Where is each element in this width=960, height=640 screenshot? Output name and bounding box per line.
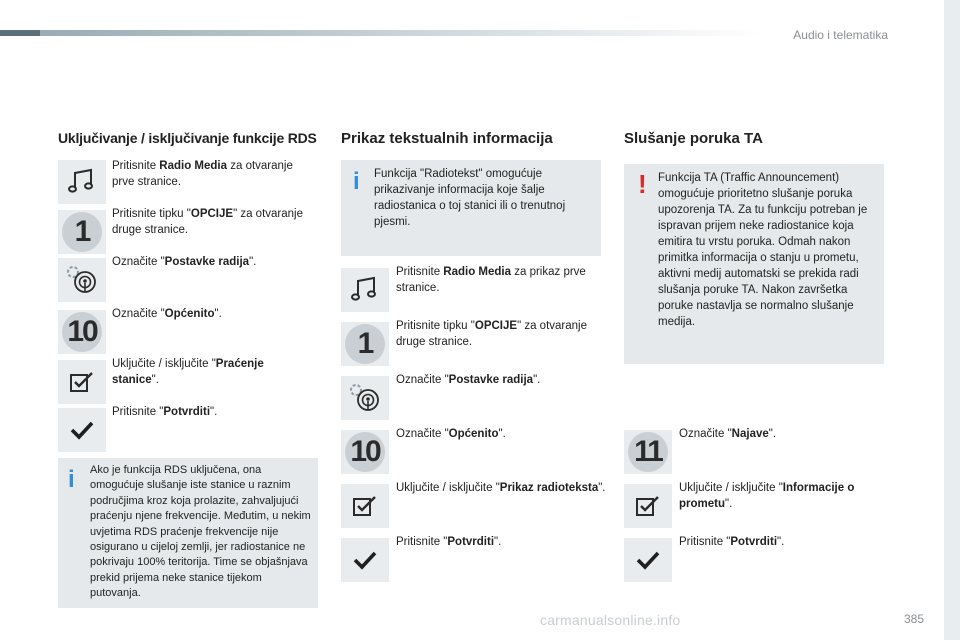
checkmark-icon <box>70 420 94 440</box>
music-note-icon <box>67 168 97 196</box>
watermark: carmanualsonline.info <box>540 612 681 628</box>
station-tracking-toggle[interactable] <box>58 360 106 404</box>
checkmark-icon <box>636 550 660 570</box>
checkbox-toggle-icon <box>69 370 95 394</box>
header-title: Audio i telematika <box>793 28 888 42</box>
radio-settings-icon <box>348 382 382 414</box>
col2-step2-text: Pritisnite tipku "OPCIJE" za otvaranje druge stranice. <box>396 320 587 348</box>
radio-settings-icon <box>65 264 99 296</box>
col1-step4-text: Označite "Općenito". <box>112 308 222 320</box>
col1-step5-text: Uključite / isključite "Praćenje stanice". <box>112 358 264 386</box>
header-bar <box>0 30 760 36</box>
confirm-button[interactable] <box>58 408 106 452</box>
general-button[interactable] <box>341 430 389 474</box>
music-note-icon <box>350 276 380 304</box>
options-button[interactable] <box>58 210 106 254</box>
options-button[interactable] <box>341 322 389 366</box>
col2-step5-text: Uključite / isključite "Prikaz radioteksta". <box>396 482 606 494</box>
col1-step1-text: Pritisnite Radio Media za otvaranje prve stranice. <box>112 160 293 188</box>
radio-settings-button[interactable] <box>58 258 106 302</box>
number-badge-11: 11 <box>628 432 668 472</box>
rds-info-text: Ako je funkcija RDS uključena, ona omogućuje slušanje iste stanice u raznim područjima kroz koja prolazite, zahvaljujući praćenju njene frekvencije. Međutim, u nekim uvjetima RDS praćenje frekvencije nije osigurano u cijeloj zemlji, jer radiostanice ne pokrivaju 100% teritorija. Time se objašnjava prekid prijema neke stanice tijekom putovanja. <box>90 464 311 600</box>
radio-settings-button[interactable] <box>341 376 389 420</box>
confirm-button[interactable] <box>624 538 672 582</box>
confirm-button[interactable] <box>341 538 389 582</box>
radio-media-button[interactable] <box>58 160 106 204</box>
radio-media-button[interactable] <box>341 268 389 312</box>
info-icon: i <box>68 466 75 493</box>
section-title-ta: Slušanje poruka TA <box>624 130 763 147</box>
page-number: 385 <box>904 612 925 626</box>
warning-icon: ! <box>638 169 647 199</box>
section-title-rds: Uključivanje / isključivanje funkcije RDS <box>58 130 317 146</box>
checkmark-icon <box>353 550 377 570</box>
checkbox-toggle-icon <box>352 494 378 518</box>
rds-info-panel <box>58 458 318 608</box>
general-button[interactable] <box>58 310 106 354</box>
checkbox-toggle-icon <box>635 494 661 518</box>
col3-step2-text: Uključite / isključite "Informacije o prometu". <box>679 482 855 510</box>
col1-step3-text: Označite "Postavke radija". <box>112 256 257 268</box>
radiotext-info-panel <box>341 160 601 256</box>
col1-step6-text: Pritisnite "Potvrditi". <box>112 406 218 418</box>
col3-step3-text: Pritisnite "Potvrditi". <box>679 536 785 548</box>
col2-step4-text: Označite "Općenito". <box>396 428 506 440</box>
traffic-info-toggle[interactable] <box>624 484 672 528</box>
announcements-button[interactable] <box>624 430 672 474</box>
page-edge-band <box>944 0 960 640</box>
radiotext-info-text: Funkcija "Radiotekst" omogućuje prikazivanje informacija koje šalje radiostanica o toj stanici ili o trenutnoj pjesmi. <box>374 168 566 228</box>
col3-step1-text: Označite "Najave". <box>679 428 777 440</box>
radiotext-display-toggle[interactable] <box>341 484 389 528</box>
ta-warning-text: Funkcija TA (Traffic Announcement) omogućuje prioritetno slušanje poruka upozorenja TA. Za tu funkciju potreban je ispravan prijem neke radiostanice koja emitira tu vrstu poruka. Odmah nakon primitka informacija o stanju u prometu, aktivni medij automatski se prekida radi slušanja poruke TA. Nakon završetka poruke nastavlja se normalno slušanje medija. <box>658 172 868 328</box>
ta-warning-panel <box>624 164 884 364</box>
col2-step3-text: Označite "Postavke radija". <box>396 374 541 386</box>
col2-step1-text: Pritisnite Radio Media za prikaz prve stranice. <box>396 266 586 294</box>
col2-step6-text: Pritisnite "Potvrditi". <box>396 536 502 548</box>
number-badge-10: 10 <box>345 432 385 472</box>
info-icon: i <box>353 168 360 195</box>
section-title-radiotext: Prikaz tekstualnih informacija <box>341 130 553 147</box>
number-badge-1: 1 <box>345 324 385 364</box>
number-badge-1: 1 <box>62 212 102 252</box>
col1-step2-text: Pritisnite tipku "OPCIJE" za otvaranje druge stranice. <box>112 208 303 236</box>
number-badge-10: 10 <box>62 312 102 352</box>
